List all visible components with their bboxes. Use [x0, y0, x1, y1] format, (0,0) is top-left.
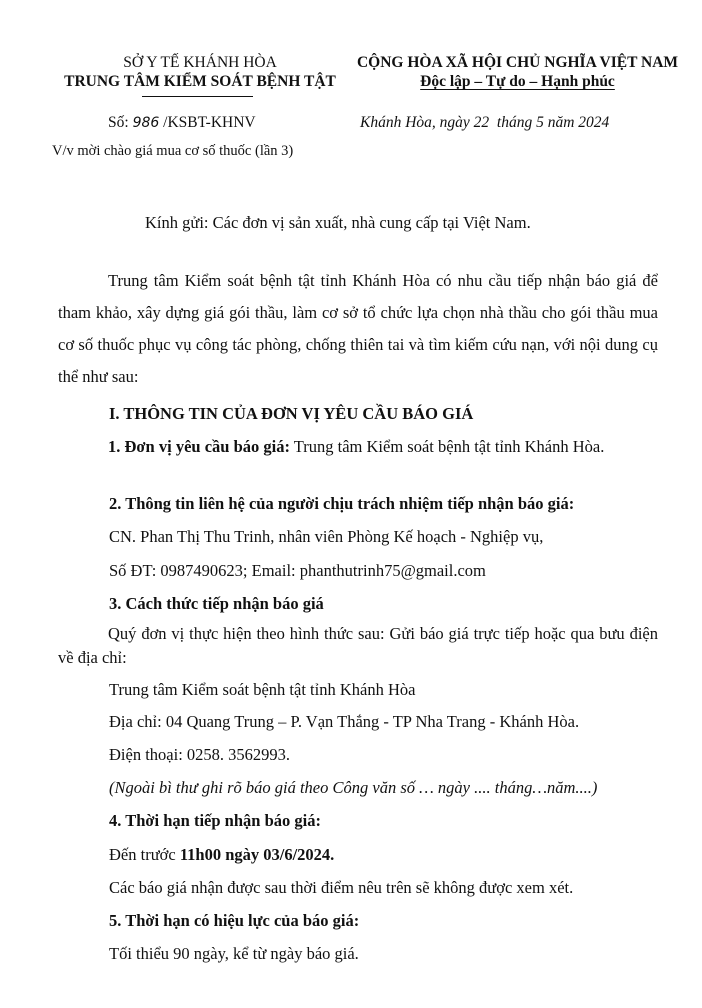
- receiving-address: Địa chỉ: 04 Quang Trung – P. Vạn Thắng - TP Nha Trang - Khánh Hòa.: [109, 712, 580, 731]
- item3-text: Quý đơn vị thực hiện theo hình thức sau: Gửi báo giá trực tiếp hoặc qua bưu điện về địa chỉ:: [58, 624, 658, 667]
- document-date: [360, 114, 609, 132]
- item5-label: 5. Thời hạn có hiệu lực của báo giá:: [109, 911, 360, 930]
- national-title: CỘNG HÒA XÃ HỘI CHỦ NGHĨA VIỆT NAM: [356, 54, 679, 71]
- contact-person: CN. Phan Thị Thu Trinh, nhân viên Phòng Kế hoạch - Nghiệp vụ,: [109, 527, 544, 546]
- section-title: I. THÔNG TIN CỦA ĐƠN VỊ YÊU CẦU BÁO GIÁ: [109, 404, 474, 423]
- receiving-phone: Điện thoại: 0258. 3562993.: [109, 745, 291, 764]
- envelope-note: (Ngoài bì thư ghi rõ báo giá theo Công văn số … ngày .... tháng…năm....): [109, 778, 598, 797]
- item1-value: Trung tâm Kiểm soát bệnh tật tỉnh Khánh Hòa.: [293, 437, 605, 456]
- deadline-value: 11h00 ngày 03/6/2024.: [179, 845, 335, 864]
- contact-details: Số ĐT: 0987490623; Email: phanthutrinh75@gmail.com: [109, 561, 486, 580]
- item1: [58, 434, 658, 459]
- late-quote-note: Các báo giá nhận được sau thời điểm nêu trên sẽ không được xem xét.: [109, 878, 574, 897]
- date-day: 22: [473, 114, 490, 131]
- document-subject: V/v mời chào giá mua cơ số thuốc (lần 3): [52, 143, 294, 159]
- date-prefix: Khánh Hòa, ngày: [360, 114, 470, 131]
- number-handwritten: 986: [132, 115, 160, 131]
- item1-label: 1. Đơn vị yêu cầu báo giá:: [108, 437, 290, 456]
- left-header-underline: [142, 96, 253, 97]
- intro-paragraph: Trung tâm Kiểm soát bệnh tật tỉnh Khánh Hòa có nhu cầu tiếp nhận báo giá để tham khảo, xây dựng giá gói thầu, làm cơ sở tổ chức lựa chọn nhà thầu cho gói thầu mua cơ số thuốc phục vụ công tác phòng, chống thiên tai và tìm kiếm cứu nạn, với nội dung cụ thể như sau:: [58, 271, 658, 386]
- national-motto: Độc lập – Tự do – Hạnh phúc: [420, 73, 615, 90]
- item2-label: 2. Thông tin liên hệ của người chịu trách nhiệm tiếp nhận báo giá:: [109, 494, 575, 513]
- date-month-year: tháng 5 năm 2024: [496, 114, 610, 131]
- receiving-organization: Trung tâm Kiểm soát bệnh tật tỉnh Khánh Hòa: [109, 680, 416, 699]
- validity-period: Tối thiểu 90 ngày, kể từ ngày báo giá.: [109, 944, 359, 963]
- deadline-line: [109, 845, 334, 865]
- document-number: [108, 114, 256, 132]
- center-name: TRUNG TÂM KIỂM SOÁT BỆNH TẬT: [64, 73, 336, 90]
- number-prefix: Số:: [108, 114, 129, 131]
- item3-label: 3. Cách thức tiếp nhận báo giá: [109, 594, 324, 613]
- deadline-prefix: Đến trước: [109, 845, 176, 864]
- agency-name: SỞ Y TẾ KHÁNH HÒA: [123, 54, 277, 71]
- item4-label: 4. Thời hạn tiếp nhận báo giá:: [109, 811, 321, 830]
- number-suffix: /KSBT-KHNV: [163, 114, 256, 131]
- recipient-line: Kính gửi: Các đơn vị sản xuất, nhà cung cấp tại Việt Nam.: [145, 213, 531, 232]
